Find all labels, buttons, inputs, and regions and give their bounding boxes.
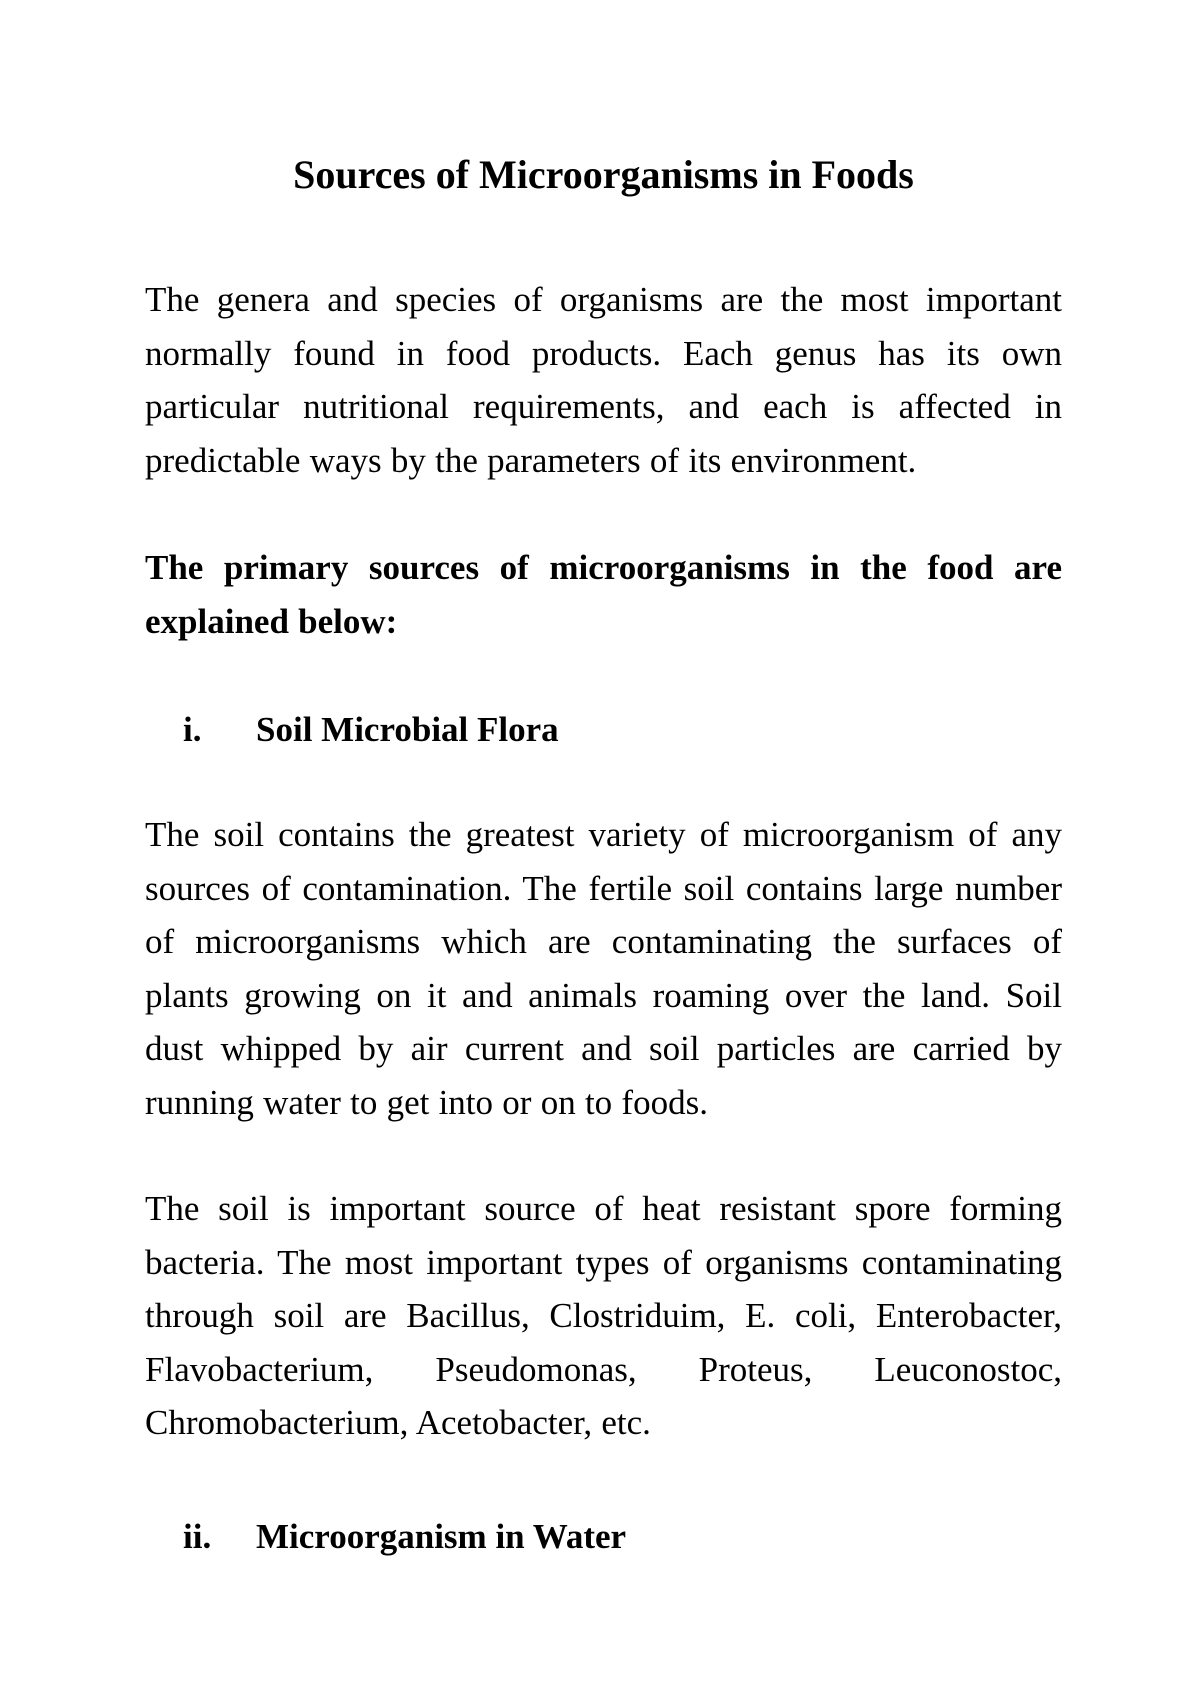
soil-paragraph: The soil is important source of heat resistant spore forming bacteria. The most important types of organisms contaminating through soil are Bacillus, Clostriduim, E. coli, Enterobacter, Flavobacterium, Pseudomonas, Proteus, Leuconostoc, Chromobacterium, Acetobacter, etc. [145,1189,1062,1443]
section-heading-label: Microorganism in Water [256,1517,627,1556]
primary-sources-statement: The primary sources of microorganisms in the food are explained below: [145,548,1062,641]
intro-paragraph: The genera and species of organisms are the most important normally found in food products. Each genus has its own particular nutritional requirements, and each is affected in predictable ways by the parameters of its environment. [145,280,1062,480]
section-heading-soil-microbial-flora [183,703,559,757]
section-heading-microorganism-in-water [183,1510,626,1564]
section-number: ii. [183,1517,212,1556]
section-number: i. [183,710,202,749]
soil-paragraph: The soil contains the greatest variety of microorganism of any sources of contamination. The fertile soil contains large number of microorganisms which are contaminating the surfaces of plants growing on it and animals roaming over the land. Soil dust whipped by air current and soil particles are carried by running water to get into or on to foods. [145,815,1062,1122]
section-heading-label: Soil Microbial Flora [256,710,559,749]
document-title: Sources of Microorganisms in Foods [293,152,914,197]
